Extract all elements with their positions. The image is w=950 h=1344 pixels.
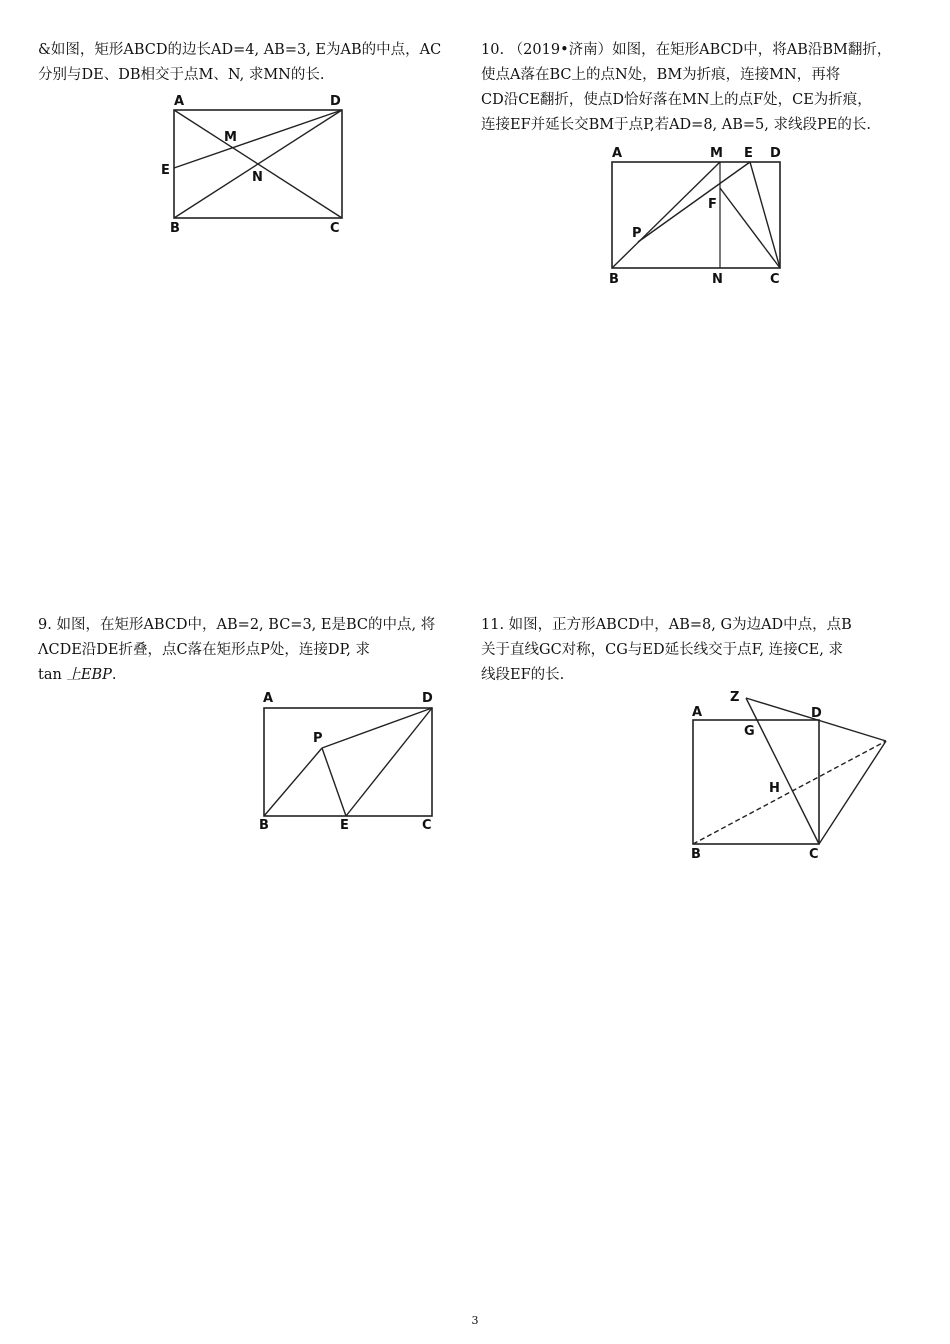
problem-line: &如图，矩形ABCD的边长AD=4, AB=3, E为AB的中点，AC xyxy=(38,42,442,58)
problem-8-figure xyxy=(158,92,358,240)
problem-9-text xyxy=(38,613,435,688)
label-Z: Z xyxy=(730,690,740,705)
problem-line: 11. 如图，正方形ABCD中，AB=8, G为边AD中点，点B xyxy=(481,617,852,633)
page-number: 3 xyxy=(471,1314,479,1327)
label-M: M xyxy=(224,130,237,145)
label-A: A xyxy=(612,146,623,161)
label-E: E xyxy=(340,818,349,833)
problem-line: 9. 如图，在矩形ABCD中，AB=2, BC=3, E是BC的中点, 将 xyxy=(38,617,436,633)
label-B: B xyxy=(609,272,619,287)
label-A: A xyxy=(263,691,274,706)
tan-prefix: tan xyxy=(38,667,62,683)
label-C: C xyxy=(809,847,819,862)
label-B: B xyxy=(691,847,701,862)
problem-line: 分别与DE、DB相交于点M、N, 求MN的长. xyxy=(38,67,325,83)
problem-line: 连接EF并延长交BM于点P,若AD=8, AB=5, 求线段PE的长. xyxy=(481,117,871,133)
label-A: A xyxy=(692,705,703,720)
problem-10-text xyxy=(481,38,891,138)
angle-expression: 上EBP xyxy=(66,667,112,683)
label-D: D xyxy=(330,94,341,109)
label-M: M xyxy=(710,146,723,161)
label-B: B xyxy=(170,221,180,236)
problem-11-figure xyxy=(680,684,900,864)
label-G: G xyxy=(744,724,755,739)
label-P: P xyxy=(632,226,642,241)
problem-8-text xyxy=(38,38,441,88)
problem-line: ΛCDE沿DE折叠，点C落在矩形点P处，连接DP, 求 xyxy=(38,642,370,658)
label-P: P xyxy=(313,731,323,746)
label-A: A xyxy=(174,94,185,109)
problem-line: 关于直线GC对称，CG与ED延长线交于点F, 连接CE, 求 xyxy=(481,642,843,658)
label-H: H xyxy=(769,781,780,796)
label-E: E xyxy=(744,146,753,161)
label-B: B xyxy=(259,818,269,833)
label-N: N xyxy=(252,170,263,185)
label-D: D xyxy=(770,146,781,161)
problem-9-figure xyxy=(255,686,450,836)
problem-11-text xyxy=(481,613,852,688)
label-C: C xyxy=(422,818,432,833)
problem-line-3 xyxy=(38,663,435,688)
problem-10-figure xyxy=(600,142,800,288)
problem-line: 线段EF的长. xyxy=(481,667,565,683)
label-C: C xyxy=(330,221,340,236)
problem-line: 10. （2019•济南）如图，在矩形ABCD中，将AB沿BM翻折， xyxy=(481,42,892,58)
label-F: F xyxy=(708,197,717,212)
label-D: D xyxy=(811,706,822,721)
label-D: D xyxy=(422,691,433,706)
period: . xyxy=(111,667,117,683)
label-E: E xyxy=(161,163,170,178)
label-C: C xyxy=(770,272,780,287)
problem-line: 使点A落在BC上的点N处，BM为折痕，连接MN，再将 xyxy=(481,67,841,83)
problem-line: CD沿CE翻折，使点D恰好落在MN上的点F处，CE为折痕， xyxy=(481,92,872,108)
label-N: N xyxy=(712,272,723,287)
